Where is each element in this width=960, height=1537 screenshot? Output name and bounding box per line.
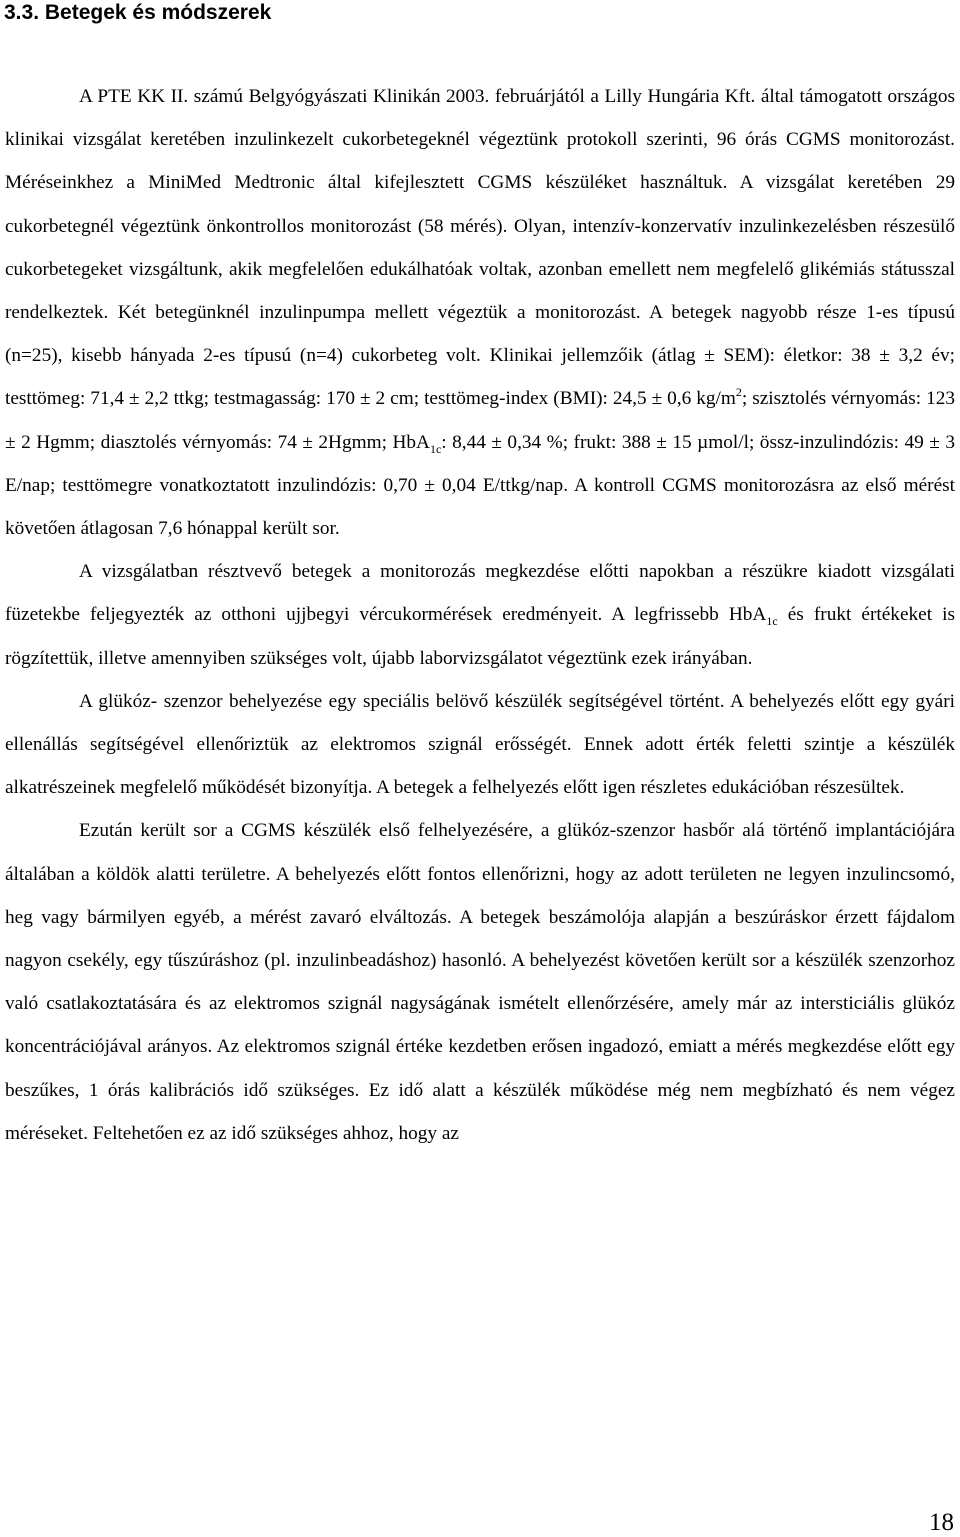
paragraph-diary-text-a: A vizsgálatban résztvevő betegek a monitorozás megkezdése előtti napokban a részükre kiadott vizsgálati füzetekbe feljegyezték az otthoni ujjbegyi vércukormérések eredményeit. A legfrissebb HbA: [5, 561, 955, 626]
section-heading: 3.3. Betegek és módszerek: [4, 1, 272, 24]
subscript-1c: 1c: [429, 441, 442, 456]
paragraph-cgms-placement: Ezután került sor a CGMS készülék első felhelyezésére, a glükóz-szenzor hasbőr alá történő implantációjára általában a köldök alatti területre. A behelyezés előtt fontos ellenőrizni, hogy az adott területen ne legyen inzulincsomó, heg vagy bármilyen egyéb, a mérést zavaró elváltozás. A betegek beszámolója alapján a beszúráskor érzett fájdalom nagyon csekély, egy tűszúráshoz (pl. inzulinbeadáshoz) hasonló. A behelyezést követően került sor a készülék szenzorhoz való csatlakoztatására és az elektromos szignál nagyságának ismételt ellenőrzésére, amely már az intersticiális glükóz koncentrációjával arányos. Az elektromos szignál értéke kezdetben erősen ingadozó, emiatt a mérés megkezdése előtt egy beszűkes, 1 órás kalibrációs idő szükséges. Ez idő alatt a készülék működése még nem megbízható és nem végez méréseket. Feltehetően ez az idő szükséges ahhoz, hogy az: [5, 820, 955, 1144]
paragraph-diary: [5, 550, 955, 680]
paragraph-patients: [5, 75, 955, 550]
subscript-1c: 1c: [766, 614, 778, 629]
paragraph-patients-text-c: : 8,44 ± 0,34 %; frukt: 388 ± 15 µmol/l; össz-inzulindózis: 49 ± 3 E/nap; testtömegre vonatkoztatott inzulindózis: 0,70 ± 0,04 E/ttkg/nap. A kontroll CGMS monitorozásra az első mérést követően átlagosan 7,6 hónappal került sor.: [5, 431, 955, 540]
superscript-squared: 2: [735, 385, 742, 400]
paragraph-patients-text-b: ; szisztolés vérnyomás: 123 ± 2 Hgmm; diasztolés vérnyomás: 74 ± 2Hgmm; HbA: [5, 388, 955, 453]
paragraph-diary-text-b: és frukt értékeket is rögzítettük, illetve amennyiben szükséges volt, újabb laborvizsgálatot végeztünk ezek irányában.: [5, 604, 955, 669]
paragraph-sensor-insertion: A glükóz- szenzor behelyezése egy speciális belövő készülék segítségével történt. A behelyezés előtt egy gyári ellenállás segítségével ellenőriztük az elektromos szignál erősségét. Ennek adott érték feletti szintje a készülék alkatrészeinek megfelelő működését bizonyítja. A betegek a felhelyezés előtt igen részletes edukációban részesültek.: [5, 690, 955, 799]
page-number: 18: [929, 1509, 954, 1536]
paragraph-patients-text-a: A PTE KK II. számú Belgyógyászati Klinikán 2003. februárjától a Lilly Hungária Kft. által támogatott országos klinikai vizsgálat keretében inzulinkezelt cukorbetegeknél végeztünk protokoll szerinti, 96 órás CGMS monitorozást. Méréseinkhez a MiniMed Medtronic által kifejlesztett CGMS készüléket használtuk. A vizsgálat keretében 29 cukorbetegnél végeztünk önkontrollos monitorozást (58 mérés). Olyan, intenzív-konzervatív inzulinkezelésben részesülő cukorbetegeket vizsgáltunk, akik megfelelően edukálhatóak voltak, azonban emellett nem megfelelő glikémiás státusszal rendelkeztek. Két betegünknél inzulinpumpa mellett végeztük a monitorozást. A betegek nagyobb része 1-es típusú (n=25), kisebb hányada 2-es típusú (n=4) cukorbeteg volt. Klinikai jellemzőik (átlag ± SEM): életkor: 38 ± 3,2 év; testtömeg: 71,4 ± 2,2 ttkg; testmagasság: 170 ± 2 cm; testtömeg-index (BMI): 24,5 ± 0,6 kg/m: [5, 86, 955, 410]
body-text: [5, 75, 955, 1155]
